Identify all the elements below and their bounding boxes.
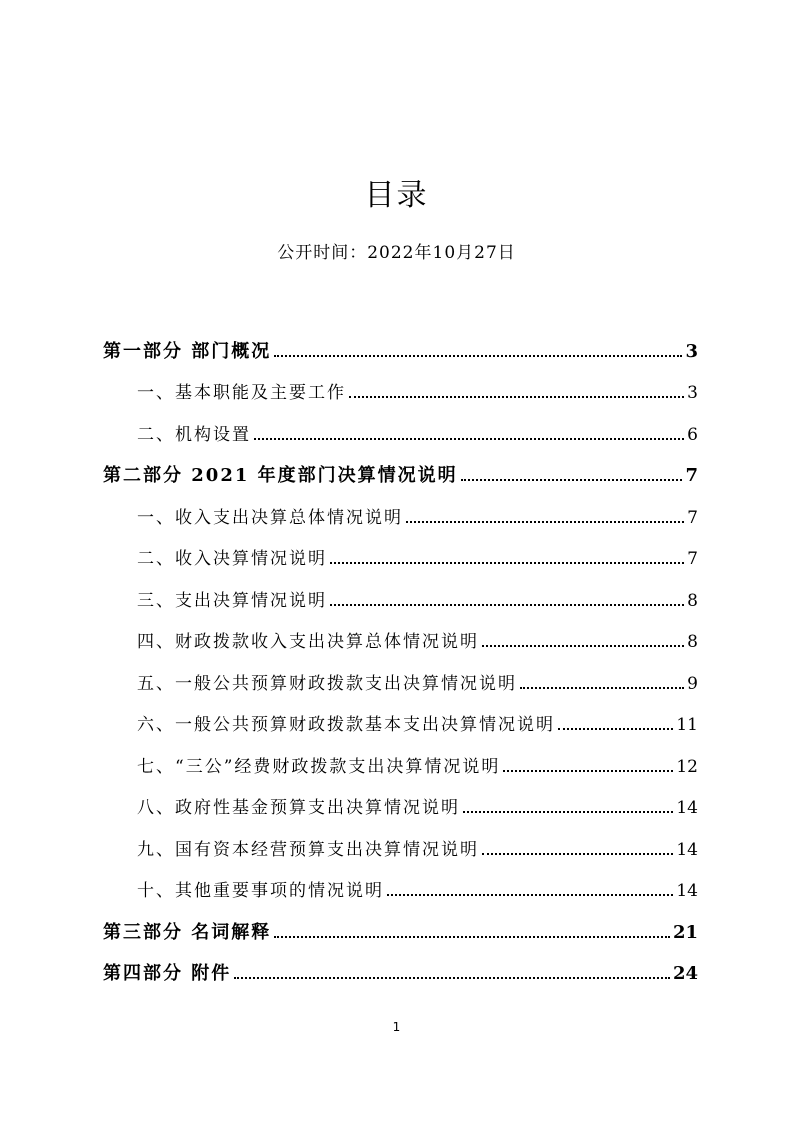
toc-entry-1-2[interactable]	[137, 416, 698, 444]
toc-entry-title: 七、“三公”经费财政拨款支出决算情况说明	[137, 757, 501, 777]
toc-entry-page: 11	[676, 715, 698, 735]
toc-entry-page: 6	[687, 425, 698, 445]
toc-entry-page: 7	[687, 549, 698, 569]
dot-leader	[520, 686, 684, 689]
toc-entry-page: 12	[676, 757, 698, 777]
toc-entry-page: 9	[687, 674, 698, 694]
toc-entry-2-1[interactable]	[137, 499, 698, 527]
toc-entry-page: 3	[685, 341, 698, 362]
dot-leader	[461, 478, 683, 481]
toc-entry-title: 第四部分 附件	[103, 963, 232, 984]
dot-leader	[482, 644, 684, 647]
toc-entry-page: 7	[687, 508, 698, 528]
toc-entry-title: 第一部分 部门概况	[103, 341, 272, 362]
toc-entry-2-9[interactable]	[137, 831, 698, 859]
toc-entry-title: 二、收入决算情况说明	[137, 549, 327, 569]
dot-leader	[254, 437, 684, 440]
toc-entry-title: 第三部分 名词解释	[103, 922, 272, 943]
toc-entry-part-2[interactable]	[103, 457, 698, 485]
toc-entry-2-2[interactable]	[137, 540, 698, 568]
toc-entry-1-1[interactable]	[137, 374, 698, 402]
dot-leader	[387, 893, 673, 896]
toc-entry-2-6[interactable]	[137, 706, 698, 734]
toc-entry-part-3[interactable]	[103, 914, 698, 942]
publish-date: 公开时间：2022年10月27日	[277, 243, 516, 263]
toc-entry-title: 四、财政拨款收入支出决算总体情况说明	[137, 632, 479, 652]
dot-leader	[406, 520, 684, 523]
toc-entry-title: 一、收入支出决算总体情况说明	[137, 508, 403, 528]
toc-entry-title: 三、支出决算情况说明	[137, 591, 327, 611]
dot-leader	[482, 852, 673, 855]
toc-entry-2-5[interactable]	[137, 665, 698, 693]
toc-entry-page: 7	[685, 465, 698, 486]
toc-entry-page: 8	[687, 591, 698, 611]
toc-entry-title: 六、一般公共预算财政拨款基本支出决算情况说明	[137, 715, 555, 735]
toc-entry-page: 14	[676, 840, 698, 860]
dot-leader	[274, 935, 670, 938]
toc-entry-2-4[interactable]	[137, 623, 698, 651]
dot-leader	[558, 727, 673, 730]
dot-leader	[349, 395, 684, 398]
dot-leader	[503, 769, 673, 772]
toc-entry-title: 第二部分 2021 年度部门决算情况说明	[103, 465, 458, 486]
toc-entry-page: 3	[687, 383, 698, 403]
toc-entry-page: 14	[676, 798, 698, 818]
toc-entry-title: 九、国有资本经营预算支出决算情况说明	[137, 840, 479, 860]
dot-leader	[274, 354, 682, 357]
toc-entry-2-7[interactable]	[137, 748, 698, 776]
toc-entry-title: 八、政府性基金预算支出决算情况说明	[137, 798, 460, 818]
toc-entry-title: 二、机构设置	[137, 425, 251, 445]
dot-leader	[330, 603, 684, 606]
dot-leader	[463, 810, 673, 813]
toc-entry-page: 8	[687, 632, 698, 652]
page-number: 1	[392, 1020, 401, 1034]
toc-entry-title: 五、一般公共预算财政拨款支出决算情况说明	[137, 674, 517, 694]
toc-entry-page: 14	[676, 881, 698, 901]
dot-leader	[330, 561, 684, 564]
toc-entry-2-8[interactable]	[137, 789, 698, 817]
toc-entry-2-10[interactable]	[137, 872, 698, 900]
toc-entry-page: 24	[672, 963, 698, 984]
toc-entry-2-3[interactable]	[137, 582, 698, 610]
document-title: 目录	[364, 178, 429, 213]
toc-entry-part-1[interactable]	[103, 333, 698, 361]
toc-entry-part-4[interactable]	[103, 955, 698, 983]
dot-leader	[234, 976, 670, 979]
toc-entry-page: 21	[672, 922, 698, 943]
toc-entry-title: 十、其他重要事项的情况说明	[137, 881, 384, 901]
toc-entry-title: 一、基本职能及主要工作	[137, 383, 346, 403]
